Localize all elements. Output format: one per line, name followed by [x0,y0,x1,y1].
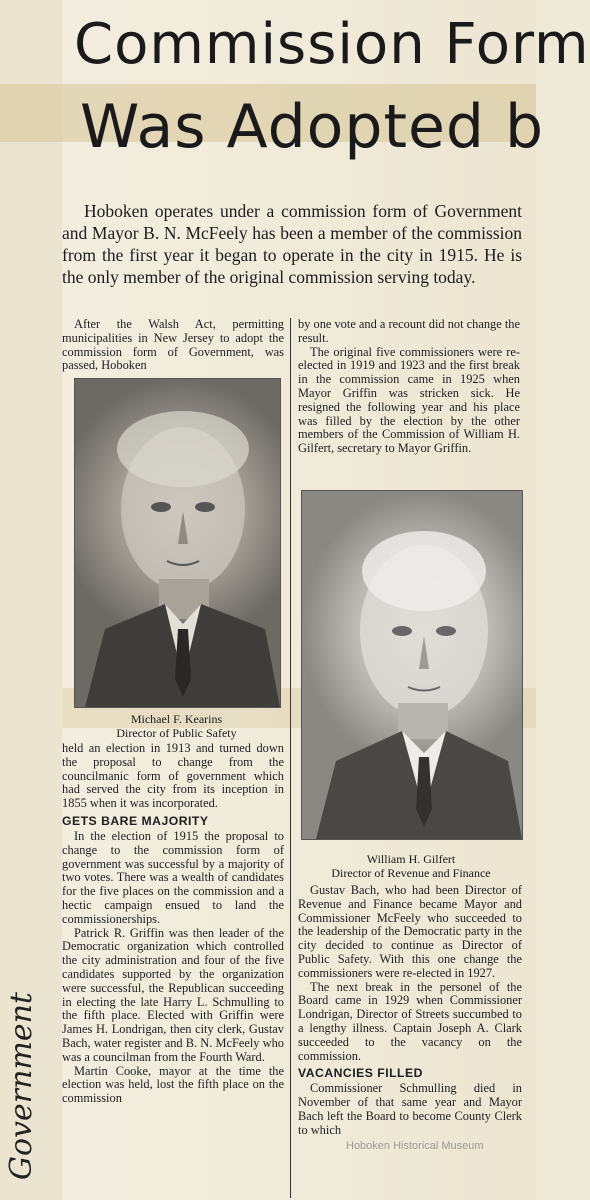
handwritten-annotation: Government [4,992,39,1180]
intro-paragraph: Hoboken operates under a commission form of Government and Mayor B. N. McFeely has been a member of the commission from the first year it began to operate in the city in 1915. He is the only member of the original commission serving today. [62,201,522,287]
portrait-figure-2 [302,491,522,839]
right-paragraph-3: Gustav Bach, who had been Director of Revenue and Finance became Mayor and Commissioner McFeely who succeeded to the leadership of the Democratic party in the city decided to continue as Director of Public Safety. With this one change the commissioners were re-elected in 1927. [298,883,522,980]
right-paragraph-4: The next break in the personel of the Board came in 1929 when Commissioner Londrigan, Director of Streets succumbed to a lengthy illness. Captain Joseph A. Clark succeeded to the vacancy on the commission. [298,979,522,1063]
portrait-photo-gilfert [301,490,523,840]
caption-name: William H. Gilfert [366,852,456,866]
left-paragraph-5: Martin Cooke, mayor at the time the election was held, lost the fifth place on the commission [62,1063,284,1106]
column-divider [290,318,291,1198]
headline-line-1: Commission Form [74,12,590,77]
right-paragraph-1: by one vote and a recount did not change the result. [298,317,520,345]
right-column-top [298,318,520,456]
left-column-bottom [62,742,284,1106]
left-paragraph-3: In the election of 1915 the proposal to change to the commission form of government was successful by a majority of two votes. There was a wealth of candidates for the five places on the commission and a hectic campaign ensued to land the commissionerships. [62,828,284,926]
photo-caption-kearins [74,712,279,740]
caption-title: Director of Public Safety [116,726,237,740]
left-paragraph-4: Patrick R. Griffin was then leader of the Democratic organization which controlled the city administration and four of the five candidates supported by the organization were successful, the Republican succeeding in electing the late Harry L. Schmulling to the fifth place. Elected with Griffin were James H. Londrigan, then city clerk, Gustav Bach, water register and B. N. McFeely who was a councilman from the Fourth Ward. [62,925,284,1064]
portrait-photo-kearins [74,378,281,708]
left-column-top [62,318,284,373]
museum-watermark: Hoboken Historical Museum [346,1140,484,1152]
photo-caption-gilfert [298,852,524,880]
subhead-gets-bare-majority: GETS BARE MAJORITY [62,813,209,828]
headline-line-2: Was Adopted b [80,92,545,162]
right-column-bottom [298,884,522,1138]
right-paragraph-5: Commissioner Schmulling died in November of that same year and Mayor Bach left the Board to become County Clerk to which [298,1081,522,1137]
subhead-vacancies-filled: VACANCIES FILLED [298,1066,423,1081]
left-paragraph-1: After the Walsh Act, permitting municipalities in New Jersey to adopt the commission form of Government, was passed, Hoboken [62,317,284,373]
caption-title: Director of Revenue and Finance [331,866,491,880]
caption-name: Michael F. Kearins [130,712,223,726]
right-paragraph-2: The original five commissioners were re-elected in 1919 and 1923 and the first break in the commission came in 1925 when Mayor Griffin was stricken sick. He resigned the following year and his place was filled by the election by the other members of the Commission of William H. Gilfert, secretary to Mayor Griffin. [298,344,520,456]
portrait-figure-1 [75,379,280,707]
left-paragraph-2: held an election in 1913 and turned down the proposal to change from the councilmanic form of government which had served the city from its inception in 1855 when it was incorporated. [62,741,284,811]
